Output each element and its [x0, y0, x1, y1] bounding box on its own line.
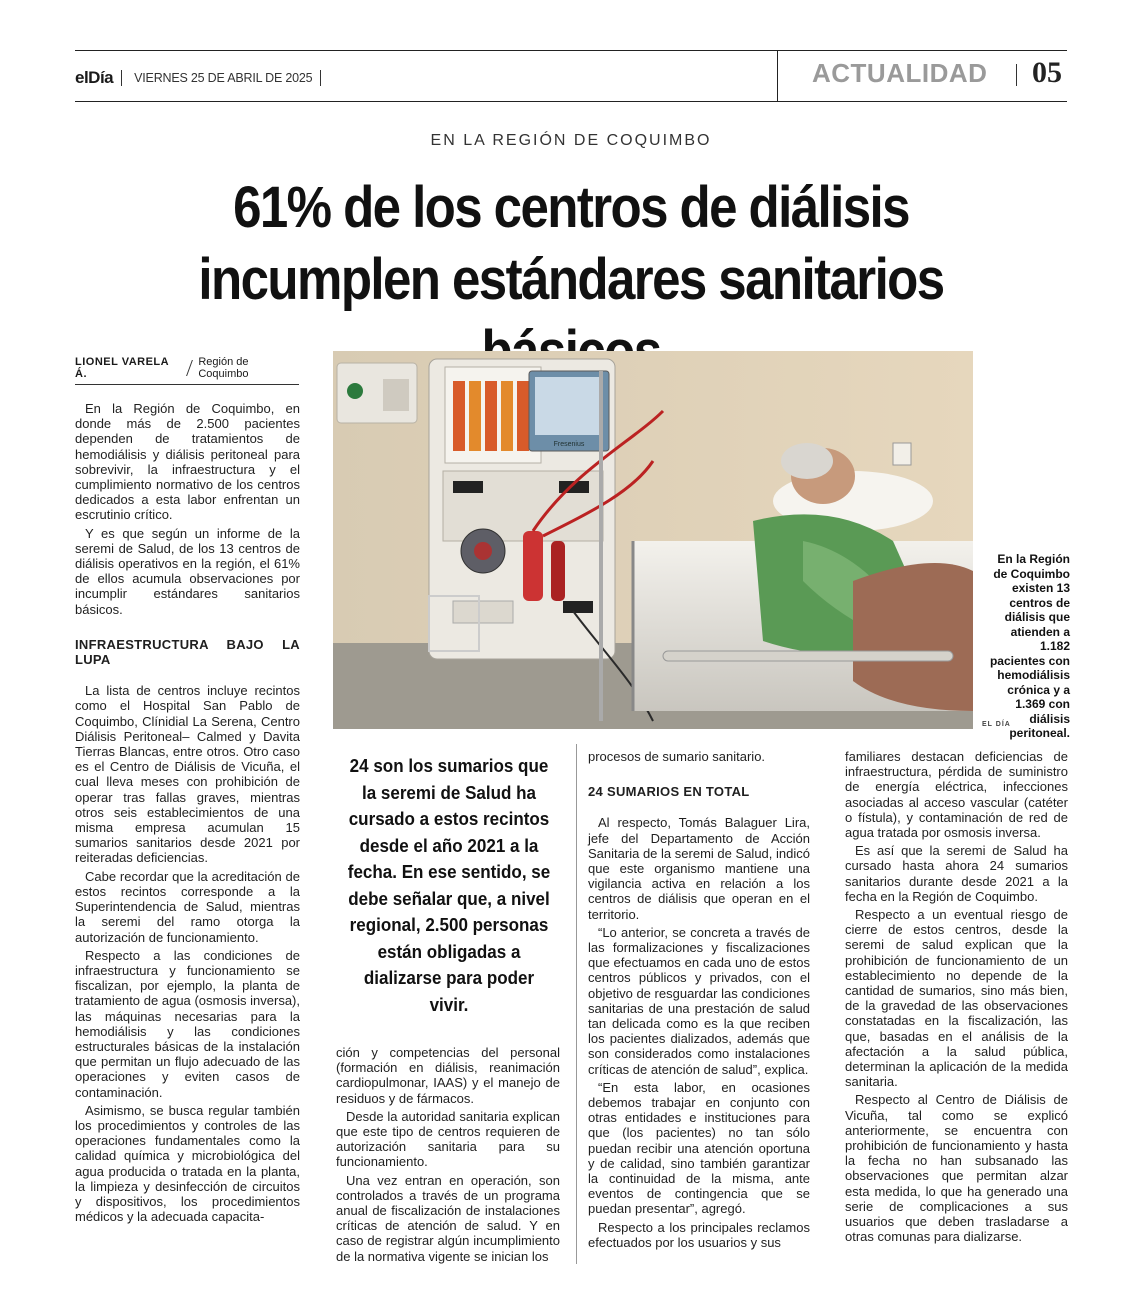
paragraph: Cabe recordar que la acreditación de estos recintos corresponde a la Superintendencia de Salud, mientras la seremi del ramo otorga la autorización de funcionamiento.: [75, 868, 300, 945]
section-separator: [1016, 64, 1017, 86]
issue-date: VIERNES 25 DE ABRIL DE 2025: [134, 71, 313, 85]
paragraph: Es así que la seremi de Salud ha cursado hasta ahora 24 sumarios sanitarios durante desde 2021 a la fecha en la Región de Coquimbo.: [845, 843, 1068, 904]
subheading: 24 SUMARIOS EN TOTAL: [588, 784, 750, 800]
paragraph: Desde la autoridad sanitaria explican que este tipo de centros requieren de autorización sanitaria para su funcionamiento.: [336, 1108, 560, 1170]
author-name: LIONEL VARELA Á.: [75, 356, 169, 380]
byline: [75, 356, 299, 385]
paragraph: ción y competencias del personal (formación en diálisis, reanimación cardiopulmonar, IAAS) y el manejo de residuos y de fármacos.: [336, 1045, 560, 1106]
paragraph: “Lo anterior, se concreta a través de las formalizaciones y fiscalizaciones que efectuamos en cada uno de estos centros públicos y privados, con el objetivo de resguardar las condiciones sanitarias de una prestación de salud tan delicada como es la que reciben los pacientes dializados, además que son considerados como instalaciones críticas de atención de salud”, explica.: [588, 924, 810, 1077]
section-name: ACTUALIDAD: [812, 58, 988, 88]
paragraph: Respecto a los principales reclamos efectuados por los usuarios y sus: [588, 1219, 810, 1250]
paragraph: En la Región de Coquimbo, en donde más de 2.500 pacientes dependen de tratamientos de hemodiálisis y diálisis peritoneal para sobrevivir, la infraestructura y el cumplimiento normativo de los centros dedicados a esta labor enfrentan un escrutinio crítico.: [75, 401, 300, 523]
paragraph: Respecto a las condiciones de infraestructura y funcionamiento se fiscalizan, por ejemplo, la planta de tratamiento de agua (osmosis inversa), las máquinas necesarias para la hemodiálisis y las condiciones estructurales básicas de la instalación que permitan un flujo adecuado de las operaciones y eviten casos de contaminación.: [75, 947, 300, 1100]
paragraph: Al respecto, Tomás Balaguer Lira, jefe del Departamento de Acción Sanitaria de la seremi de Salud, indicó que este organismo mantiene una vigilancia activa en relación a los centros de diálisis que operan en el territorio.: [588, 815, 810, 922]
paragraph: procesos de sumario sanitario.: [588, 749, 766, 764]
pull-quote: 24 son los sumarios que la seremi de Salud ha cursado a estos recintos desde el año 2021 a la fecha. En ese sentido, se debe señalar que, a nivel regional, 2.500 personas están obligadas a dializarse para poder vivir.: [347, 755, 551, 1015]
paragraph: Respecto a un eventual riesgo de cierre de estos centros, desde la seremi de salud explican que la prohibición de funcionamiento de un establecimiento no depende de la cantidad de sumarios, sino más bien, de la gravedad de las observaciones constatadas en la fiscalización, las que, basadas en el análisis de la afectación a la salud pública, determinan la aplicación de la medida sanitaria.: [845, 907, 1068, 1090]
paragraph: Respecto al Centro de Diálisis de Vicuña, tal como se explicó anteriormente, se encuentra con prohibición de funcionamiento y hasta la fecha no han subsanado las observaciones que permitan alzar esta medida, lo que ha generado una serie de complicaciones a sus usuarios que deben trasladarse a otras comunas para dializarse.: [845, 1092, 1068, 1245]
monitor-brand: Fresenius: [553, 441, 585, 448]
article-headline: 61% de los centros de diálisis incumplen estándares sanitarios: [198, 175, 944, 312]
newspaper-logo: elDía: [75, 68, 114, 87]
paragraph: Y es que según un informe de la seremi de Salud, de los 13 centros de diálisis operativos en la región, el 61% de ellos acumula observaciones por incumplir estándares sanitarios básicos.: [75, 525, 300, 617]
paragraph: La lista de centros incluye recintos como el Hospital San Pablo de Coquimbo, Clínidial La Serena, Centro Diálisis Peritoneal– Calmed y Davita Tierras Blancas, entre otros. Otro caso es el Centro de Diálisis de Vicuña, el cual lleva meses con prohibición de operar tras fallas graves, mientras otros seis establecimientos de una misma empresa acumulan 15 sumarios sanitarios desde 2021 por reiteradas deficiencias.: [75, 683, 300, 866]
subheading: INFRAESTRUCTURA BAJO LA LUPA: [75, 636, 300, 668]
article-photo: [333, 351, 973, 729]
column-4: [845, 749, 1068, 1248]
dialysis-room-illustration: [333, 351, 973, 729]
photo-caption: En la Región de Coquimbo existen 13 centros de diálisis que atienden a 1.182 pacientes con hemodiálisis crónica y a 1.369 con diálisis peritoneal.: [989, 552, 1070, 740]
column-3: [588, 749, 810, 1253]
masthead: [75, 58, 329, 98]
masthead-separator: [320, 70, 321, 86]
paragraph: familiares destacan deficiencias de infraestructura, pérdida de suministro de energía eléctrica, infecciones asociadas al acceso vascular (catéter o fístula), y contaminación de red de agua tratada por osmosis inversa.: [845, 749, 1068, 841]
column-divider: [576, 744, 577, 1264]
paragraph: Asimismo, se busca regular también los procedimientos y controles de las operaciones fundamentales como la calidad química y microbiológica del agua producida o tratada en la planta, la limpieza y desinfección de circuitos y dispositivos, los procedimientos médicos y la adecuada capacita-: [75, 1102, 300, 1225]
page-number: 05: [1032, 56, 1062, 89]
byline-slash: [186, 360, 193, 376]
column-2: [336, 1045, 560, 1267]
author-location: Región de Coquimbo: [198, 356, 249, 380]
column-1: [75, 401, 300, 1227]
article-kicker: EN LA REGIÓN DE COQUIMBO: [430, 132, 712, 149]
masthead-separator: [121, 70, 122, 86]
paragraph: Una vez entran en operación, son controlados a través de un programa anual de fiscalización de instalaciones críticas de atención de salud. Y en caso de registrar algún incumplimiento de la normativa vigente se inician los: [336, 1172, 560, 1264]
paragraph: “En esta labor, en ocasiones debemos trabajar en conjunto con otras entidades e instituciones para que (los pacientes) no tan sólo puedan recibir una atención oportuna y de calidad, sino también garantizar la continuidad de la misma, ante eventos de contingencia que se puedan presentar”, agregó.: [588, 1079, 810, 1217]
header-rule: [75, 101, 1067, 102]
photo-credit: EL DÍA: [982, 721, 1011, 728]
